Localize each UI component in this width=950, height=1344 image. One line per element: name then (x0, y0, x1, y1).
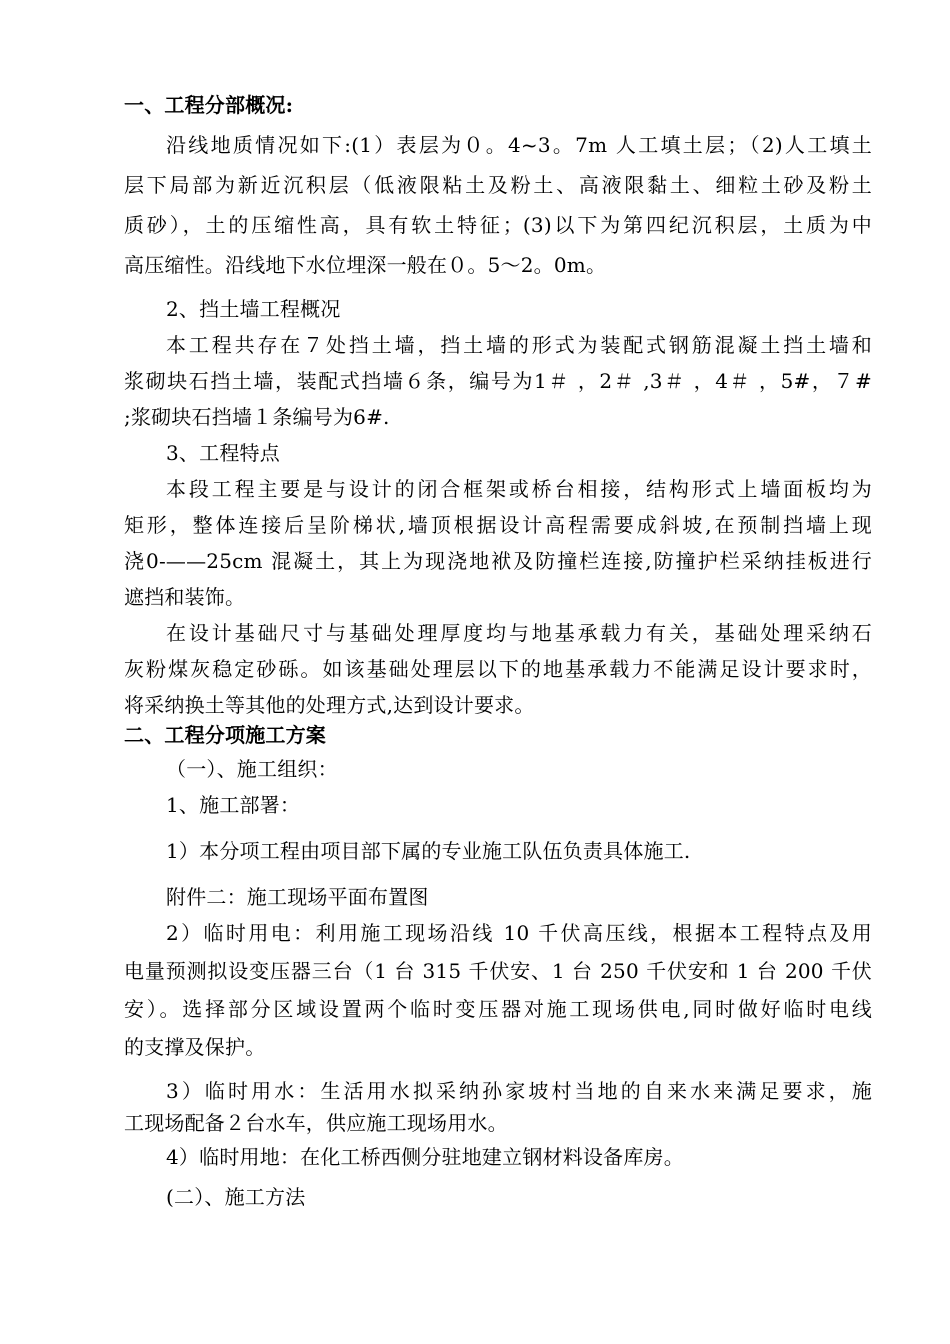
paragraph-line: 将采纳换土等其他的处理方式,达到设计要求。 (124, 693, 535, 717)
paragraph-line: 本工程共存在７处挡土墙，挡土墙的形式为装配式钢筋混凝土挡土墙和 (166, 333, 872, 357)
list-item: 4）临时用地：在化工桥西侧分驻地建立钢材料设备库房。 (166, 1145, 684, 1169)
subsection-heading: （一）、施工组织： (166, 757, 338, 781)
paragraph-line: 浆砌块石挡土墙，装配式挡墙６条，编号为1＃ ，2＃ ,3＃ ，4＃ ，5#，７# (124, 369, 872, 393)
paragraph-line: 灰粉煤灰稳定砂砾。如该基础处理层以下的地基承载力不能满足设计要求时， (124, 657, 872, 681)
paragraph-line: 沿线地质情况如下:(1）表层为０。4~3。7m 人工填土层；（2)人工填土 (166, 133, 872, 157)
paragraph-line: 遮挡和装饰。 (124, 585, 246, 609)
paragraph-line: 质砂），土的压缩性高，具有软土特征；(3)以下为第四纪沉积层，土质为中 (124, 213, 872, 237)
section-heading-2: 二、工程分项施工方案 (124, 723, 326, 747)
subsection-heading: 1、施工部署： (166, 793, 301, 817)
paragraph-line: 电量预测拟设变压器三台（1 台 315 千伏安、1 台 250 千伏安和 1 台 200 千伏 (124, 959, 872, 983)
paragraph-line: 工现场配备２台水车，供应施工现场用水。 (124, 1111, 508, 1135)
paragraph-line: 矩形，整体连接后呈阶梯状,墙顶根据设计高程需要成斜坡,在预制挡墙上现 (124, 513, 872, 537)
paragraph-line: 在设计基础尺寸与基础处理厚度均与地基承载力有关，基础处理采纳石 (166, 621, 872, 645)
subsection-heading: 2、挡土墙工程概况 (166, 297, 341, 321)
attachment-note: 附件二：施工现场平面布置图 (166, 885, 429, 909)
list-item: 3）临时用水：生活用水拟采纳孙家坡村当地的自来水来满足要求，施 (166, 1079, 872, 1103)
subsection-heading: 3、工程特点 (166, 441, 280, 465)
paragraph-line: ;浆砌块石挡墙１条编号为6#. (124, 405, 390, 429)
paragraph-line: 安）。选择部分区域设置两个临时变压器对施工现场供电,同时做好临时电线 (124, 997, 872, 1021)
section-heading-1: 一、工程分部概况: (124, 93, 294, 117)
subsection-heading: (二）、施工方法 (166, 1185, 306, 1209)
list-item: 2）临时用电：利用施工现场沿线 10 千伏高压线，根据本工程特点及用 (166, 921, 872, 945)
paragraph-line: 本段工程主要是与设计的闭合框架或桥台相接，结构形式上墙面板均为 (166, 477, 872, 501)
list-item: 1）本分项工程由项目部下属的专业施工队伍负责具体施工. (166, 839, 691, 863)
paragraph-line: 高压缩性。沿线地下水位埋深一般在０。5～2。0m。 (124, 253, 607, 277)
paragraph-line: 的支撑及保护。 (124, 1035, 266, 1059)
paragraph-line: 浇0-——25cm 混凝土，其上为现浇地袱及防撞栏连接,防撞护栏采纳挂板进行 (124, 549, 872, 573)
paragraph-line: 层下局部为新近沉积层（低液限粘土及粉土、高液限黏土、细粒土砂及粉土 (124, 173, 872, 197)
